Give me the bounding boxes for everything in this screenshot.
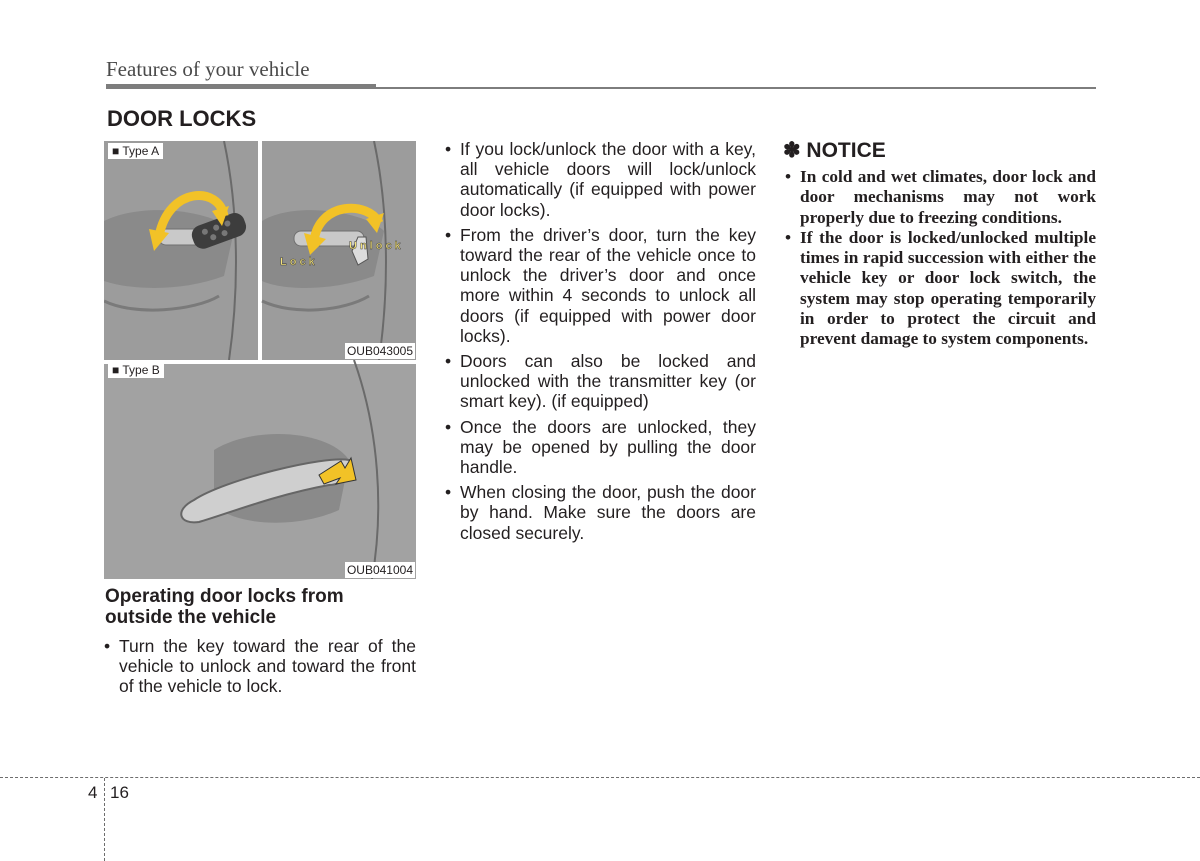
list-item: • In cold and wet climates, door lock and door mechanisms may not work properly due to freezing conditions. [783,167,1096,228]
left-bullet-list [104,636,416,697]
type-b-illustration [104,360,416,579]
section-title: DOOR LOCKS [107,106,257,131]
list-item: • If you lock/unlock the door with a key, all vehicle doors will lock/unlock automatically (if equipped with power door locks). [445,139,756,220]
square-bullet-icon: ■ [112,363,120,377]
header-rule-thick [106,84,376,89]
page-number: 16 [110,783,129,802]
footer-divider [104,778,105,861]
subheading: Operating door locks from outside the vehicle [105,586,344,628]
square-bullet-icon: ■ [112,144,120,158]
list-item: • When closing the door, push the door by hand. Make sure the doors are closed securely. [445,482,756,543]
figure-label-text: Type A [122,144,160,158]
lock-text: Lock [280,256,318,268]
list-item: • From the driver’s door, turn the key toward the rear of the vehicle once to unlock the driver’s door and once more within 4 seconds to unlock all doors (if equipped with power door locks). [445,225,756,346]
list-item: • Doors can also be locked and unlocked with the transmitter key (or smart key). (if equipped) [445,351,756,412]
figure-code: OUB041004 [346,563,413,577]
notice-title: ✽ NOTICE [783,139,886,162]
figure-code: OUB043005 [346,344,413,358]
figure-type-a [104,141,416,360]
header-rule-thin [376,87,1096,89]
figure-type-a-label [108,143,163,159]
figure-type-b-label [108,362,164,378]
middle-bullet-list [445,139,756,543]
footer-rule [0,777,1200,778]
list-item: • Turn the key toward the rear of the vehicle to unlock and toward the front of the vehicle to lock. [104,636,416,697]
running-header: Features of your vehicle [106,57,310,81]
chapter-number: 4 [88,783,98,802]
notice-list [783,167,1096,350]
list-item: • If the door is locked/unlocked multiple times in rapid succession with either the vehicle key or door lock switch, the system may stop operating temporarily in order to protect the circuit and prevent damage to system components. [783,228,1096,350]
type-a-illustration [104,141,416,360]
list-item: • Once the doors are unlocked, they may be opened by pulling the door handle. [445,417,756,478]
unlock-text: Unlock [349,240,404,252]
figure-label-text: Type B [122,363,160,377]
figure-type-b [104,360,416,579]
